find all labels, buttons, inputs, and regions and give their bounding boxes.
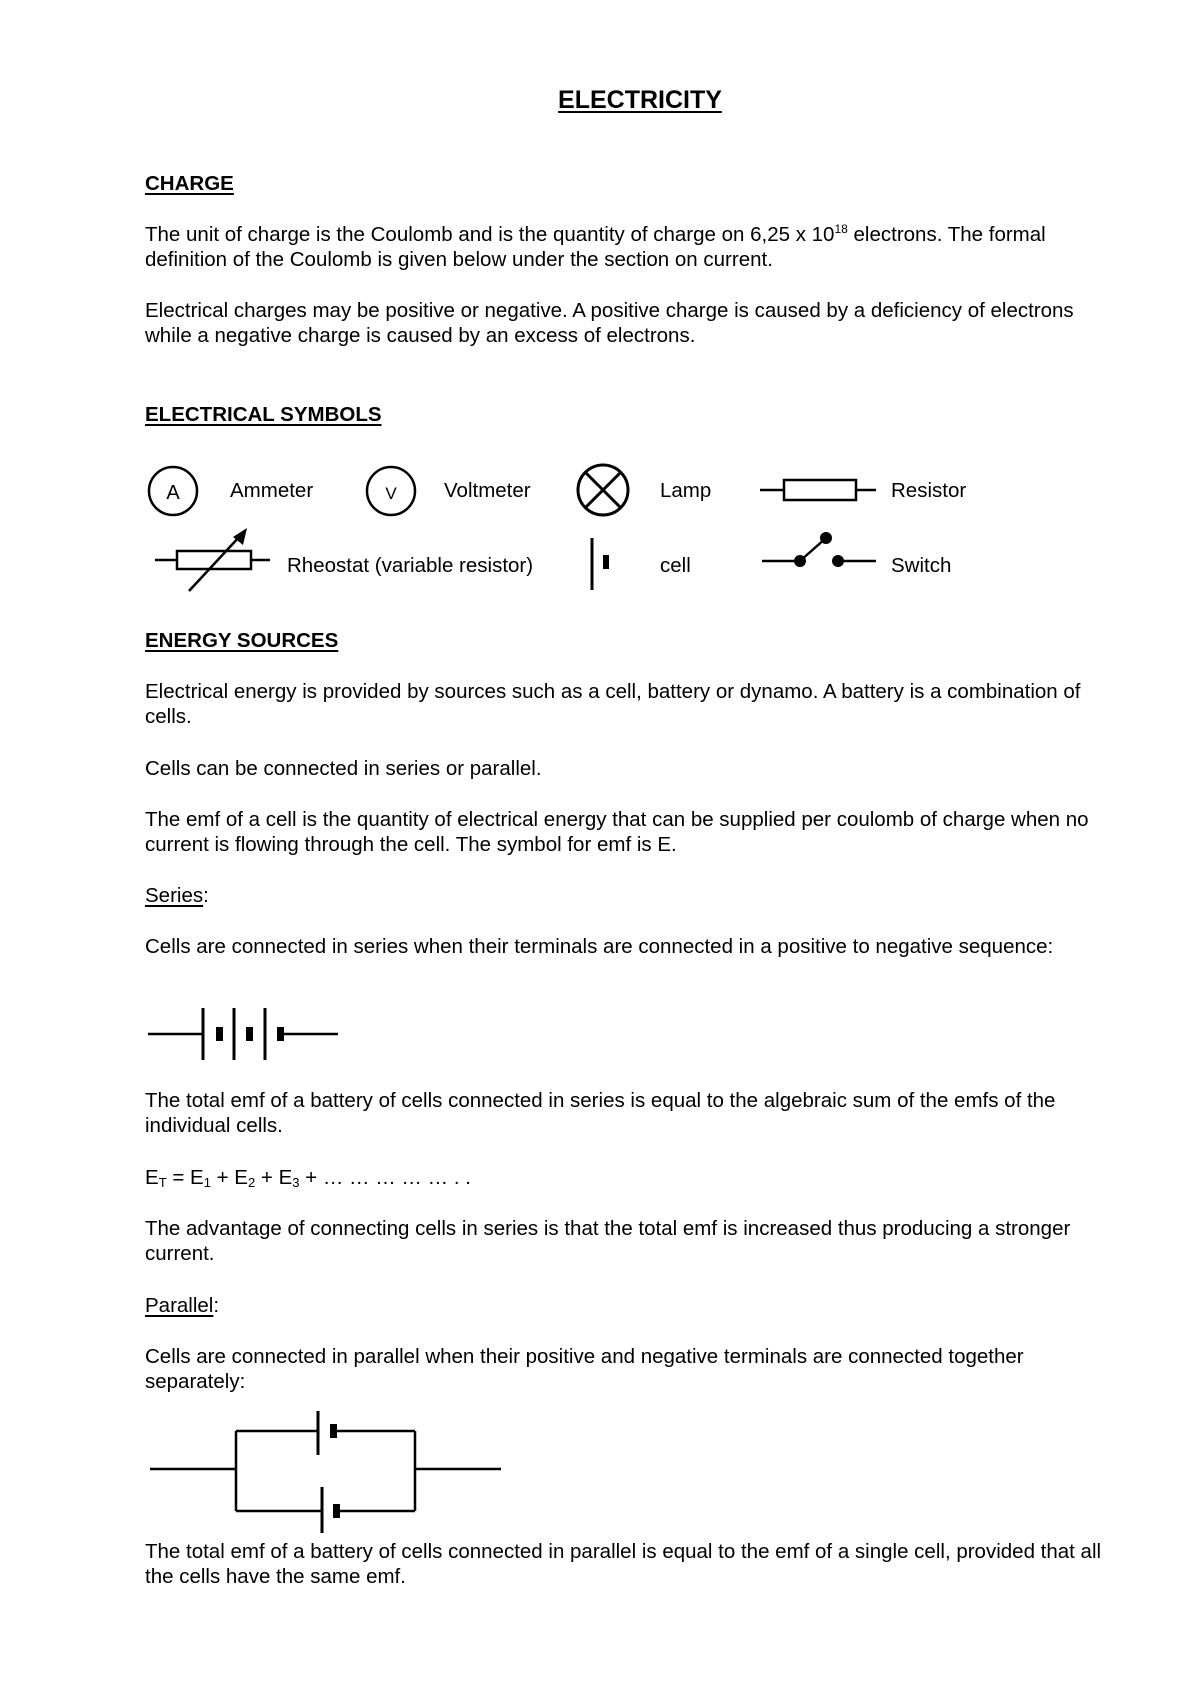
energy-paragraph-2: Cells can be connected in series or parallel. xyxy=(145,757,542,780)
rheostat-label: Rheostat (variable resistor) xyxy=(287,554,534,577)
section-heading-symbols: ELECTRICAL SYMBOLS xyxy=(145,403,382,426)
eq-sub-2: 2 xyxy=(247,1175,256,1190)
charge-text-a: The unit of charge is the Coulomb and is the quantity of charge on 6,25 x 10 xyxy=(145,223,835,246)
ammeter-label: Ammeter xyxy=(230,479,314,502)
series-label: Series xyxy=(145,884,204,907)
page-title: ELECTRICITY xyxy=(558,86,722,114)
parallel-heading xyxy=(145,1293,219,1318)
eq-plus-1: + E xyxy=(210,1166,248,1189)
series-paragraph-2: The total emf of a battery of cells connected in series is equal to the algebraic sum of the emfs of the individual cells. xyxy=(145,1089,1056,1137)
eq-plus-2: + E xyxy=(255,1166,293,1189)
cell-label: cell xyxy=(660,554,691,577)
series-battery-diagram-icon xyxy=(148,1006,338,1062)
eq-sub-t: T xyxy=(158,1175,167,1190)
parallel-paragraph-2: The total emf of a battery of cells connected in parallel is equal to the emf of a single cell, provided that all the cells have the same emf. xyxy=(145,1540,1102,1588)
section-heading-energy: ENERGY SOURCES xyxy=(145,629,339,652)
voltmeter-label: Voltmeter xyxy=(444,479,531,502)
charge-exponent: 18 xyxy=(834,222,848,236)
switch-symbol-icon xyxy=(762,530,878,570)
eq-e: E xyxy=(145,1166,159,1189)
eq-equals: = E xyxy=(166,1166,204,1189)
cell-symbol-icon xyxy=(586,536,616,592)
switch-label: Switch xyxy=(891,554,952,577)
rheostat-symbol-icon xyxy=(155,525,275,595)
series-colon: : xyxy=(203,884,209,907)
lamp-label: Lamp xyxy=(660,479,712,502)
section-heading-charge: CHARGE xyxy=(145,172,234,195)
voltmeter-letter: V xyxy=(385,484,397,503)
resistor-label: Resistor xyxy=(891,479,967,502)
energy-paragraph-3: The emf of a cell is the quantity of electrical energy that can be supplied per coulomb of charge when no current is flowing through the cell. The symbol for emf is E. xyxy=(145,808,1089,856)
charge-text-b: electrons. The formal definition of the Coulomb is given below under the section on current. xyxy=(145,223,1046,271)
parallel-colon: : xyxy=(213,1294,220,1317)
voltmeter-symbol-icon xyxy=(366,466,416,516)
series-heading xyxy=(145,883,209,908)
series-emf-equation xyxy=(145,1165,471,1190)
series-paragraph-3: The advantage of connecting cells in series is that the total emf is increased thus producing a stronger current. xyxy=(145,1217,1071,1265)
eq-sub-3: 3 xyxy=(292,1175,300,1190)
ammeter-letter: A xyxy=(166,482,180,504)
charge-paragraph-2: Electrical charges may be positive or negative. A positive charge is caused by a deficiency of electrons while a negative charge is caused by an excess of electrons. xyxy=(145,299,1074,347)
resistor-symbol-icon xyxy=(760,475,876,505)
energy-paragraph-1: Electrical energy is provided by sources such as a cell, battery or dynamo. A battery is a combination of cells. xyxy=(145,680,1081,728)
parallel-paragraph-1: Cells are connected in parallel when their positive and negative terminals are connected together separately: xyxy=(145,1345,1024,1393)
eq-sub-1: 1 xyxy=(203,1175,211,1190)
parallel-label: Parallel xyxy=(145,1294,214,1317)
ammeter-symbol-icon xyxy=(148,466,198,516)
parallel-battery-diagram-icon xyxy=(150,1411,502,1535)
charge-paragraph-1 xyxy=(145,222,1125,272)
series-paragraph-1: Cells are connected in series when their terminals are connected in a positive to negative sequence: xyxy=(145,935,1054,958)
lamp-symbol-icon xyxy=(576,463,630,517)
eq-tail: + … … … … … . . xyxy=(299,1166,471,1189)
